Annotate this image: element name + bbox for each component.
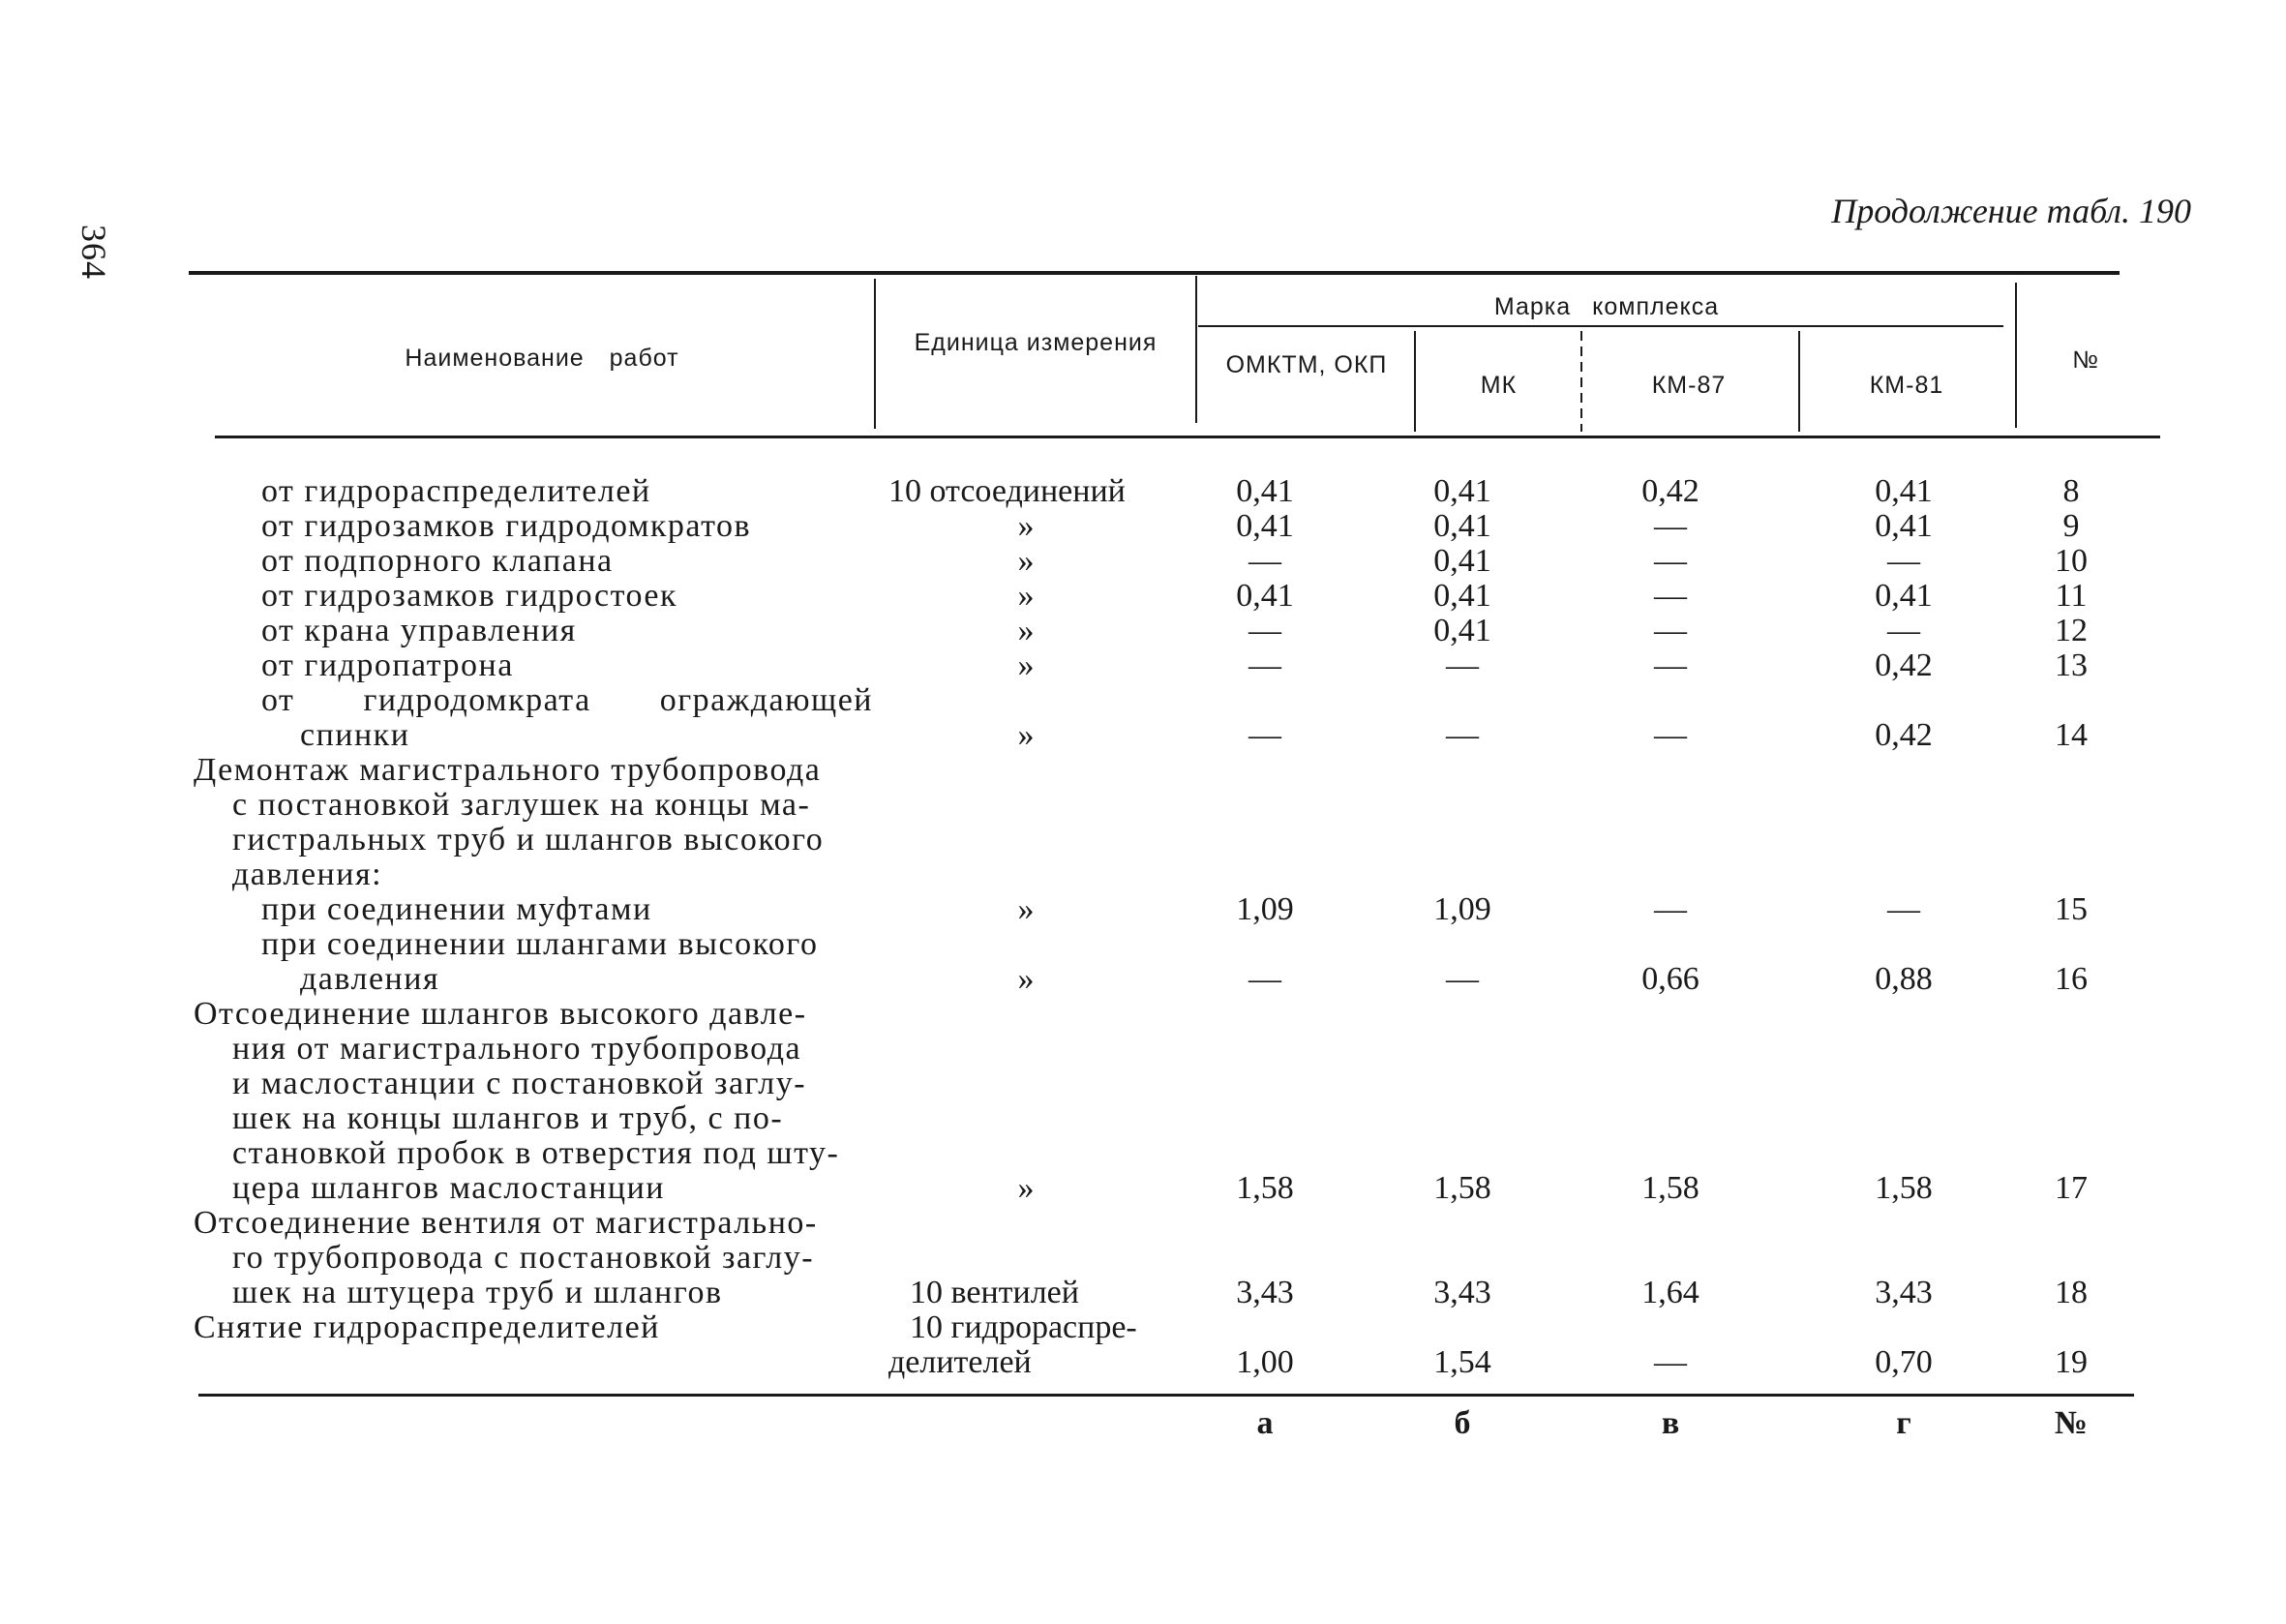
table-caption: Продолжение табл. 190 bbox=[1831, 192, 2191, 230]
row-value: — bbox=[1654, 613, 1687, 648]
row-name: при соединении муфтами bbox=[261, 891, 652, 927]
footer-label: в bbox=[1661, 1405, 1680, 1441]
row-value: 1,58 bbox=[1875, 1170, 1933, 1206]
row-number: 12 bbox=[2055, 613, 2088, 648]
row-number: 19 bbox=[2055, 1344, 2088, 1380]
row-value: 0,41 bbox=[1875, 508, 1933, 544]
footer-label: б bbox=[1454, 1405, 1471, 1441]
row-number: 16 bbox=[2055, 961, 2088, 997]
col-divider bbox=[2015, 283, 2017, 428]
row-value: 1,58 bbox=[1641, 1170, 1699, 1206]
row-value: — bbox=[1446, 717, 1479, 753]
row-value: — bbox=[1446, 647, 1479, 683]
row-value: 0,41 bbox=[1236, 578, 1294, 614]
row-number: 17 bbox=[2055, 1170, 2088, 1206]
row-value: 0,41 bbox=[1236, 473, 1294, 509]
col-divider bbox=[874, 279, 876, 429]
row-name: Отсоединение вентиля от магистрально- bbox=[194, 1205, 818, 1241]
row-value: 1,09 bbox=[1433, 891, 1491, 927]
row-value: 0,41 bbox=[1433, 508, 1491, 544]
row-name: от гидродомкрата ограждающей bbox=[261, 682, 873, 718]
row-name: от крана управления bbox=[261, 613, 577, 648]
row-value: — bbox=[1248, 613, 1281, 648]
row-name: от подпорного клапана bbox=[261, 543, 614, 579]
row-number: 9 bbox=[2062, 508, 2080, 544]
row-value: 1,09 bbox=[1236, 891, 1294, 927]
row-unit: » bbox=[1017, 508, 1035, 544]
row-value: 0,41 bbox=[1875, 578, 1933, 614]
row-value: — bbox=[1654, 717, 1687, 753]
row-unit: » bbox=[1017, 891, 1035, 927]
row-value: 1,58 bbox=[1433, 1170, 1491, 1206]
row-unit: » bbox=[1017, 578, 1035, 614]
row-name: го трубопровода с постановкой заглу- bbox=[232, 1240, 815, 1276]
header-brand-group: Марка комплекса bbox=[1394, 293, 1820, 320]
header-name: Наименование работ bbox=[405, 345, 679, 372]
row-value: — bbox=[1887, 613, 1920, 648]
row-value: — bbox=[1654, 1344, 1687, 1380]
row-value: 0,42 bbox=[1641, 473, 1699, 509]
col-divider bbox=[1414, 331, 1416, 432]
row-value: 1,54 bbox=[1433, 1344, 1491, 1380]
row-value: 0,41 bbox=[1433, 473, 1491, 509]
row-number: 18 bbox=[2055, 1275, 2088, 1310]
row-name: с постановкой заглушек на концы ма- bbox=[232, 787, 811, 823]
header-bottom-rule bbox=[215, 436, 2160, 438]
row-name: шек на штуцера труб и шлангов bbox=[232, 1275, 723, 1310]
row-value: 1,64 bbox=[1641, 1275, 1699, 1310]
row-unit: 10 отсоединений bbox=[888, 473, 1126, 509]
row-name: давления: bbox=[232, 857, 383, 892]
row-value: — bbox=[1248, 543, 1281, 579]
row-unit: » bbox=[1017, 961, 1035, 997]
row-unit: » bbox=[1017, 717, 1035, 753]
row-value: 0,42 bbox=[1875, 717, 1933, 753]
header-brand-km81: КМ-81 bbox=[1869, 372, 1944, 399]
row-name: Отсоединение шлангов высокого давле- bbox=[194, 996, 807, 1032]
footer-label: № bbox=[2054, 1405, 2089, 1441]
page-number: 364 bbox=[75, 225, 113, 280]
col-divider bbox=[1798, 331, 1800, 432]
row-value: 0,41 bbox=[1433, 543, 1491, 579]
row-name: Демонтаж магистрального трубопровода bbox=[194, 752, 822, 788]
row-value: — bbox=[1654, 578, 1687, 614]
row-value: 3,43 bbox=[1236, 1275, 1294, 1310]
row-value: — bbox=[1446, 961, 1479, 997]
footer-label: г bbox=[1896, 1405, 1911, 1441]
row-unit: 10 вентилей bbox=[910, 1275, 1079, 1310]
row-value: 0,41 bbox=[1433, 613, 1491, 648]
row-value: 0,88 bbox=[1875, 961, 1933, 997]
header-brand-omktm: ОМКТМ, ОКП bbox=[1225, 351, 1388, 378]
row-unit: 10 гидрораспре- bbox=[910, 1309, 1137, 1345]
row-name: Снятие гидрораспределителей bbox=[194, 1309, 660, 1345]
top-rule bbox=[189, 271, 2120, 275]
header-unit: Единица измерения bbox=[914, 329, 1158, 356]
row-value: 0,66 bbox=[1641, 961, 1699, 997]
row-name: цера шлангов маслостанции bbox=[232, 1170, 665, 1206]
footer-label: а bbox=[1256, 1405, 1274, 1441]
row-name: гистральных труб и шлангов высокого bbox=[232, 822, 825, 857]
row-number: 8 bbox=[2062, 473, 2080, 509]
row-value: — bbox=[1654, 891, 1687, 927]
row-value: 1,58 bbox=[1236, 1170, 1294, 1206]
row-value: 0,41 bbox=[1236, 508, 1294, 544]
row-unit: » bbox=[1017, 543, 1035, 579]
header-no: № bbox=[2072, 346, 2099, 374]
row-value: — bbox=[1654, 508, 1687, 544]
row-number: 10 bbox=[2055, 543, 2088, 579]
col-divider bbox=[1195, 276, 1197, 423]
row-name: ния от магистрального трубопровода bbox=[232, 1031, 802, 1067]
row-value: 1,00 bbox=[1236, 1344, 1294, 1380]
row-name: спинки bbox=[300, 717, 410, 753]
row-unit: » bbox=[1017, 613, 1035, 648]
row-value: — bbox=[1248, 717, 1281, 753]
brand-group-rule bbox=[1198, 325, 2003, 327]
row-value: — bbox=[1248, 647, 1281, 683]
row-value: 0,41 bbox=[1433, 578, 1491, 614]
row-value: — bbox=[1887, 891, 1920, 927]
row-name: и маслостанции с постановкой заглу- bbox=[232, 1066, 807, 1101]
row-value: 3,43 bbox=[1875, 1275, 1933, 1310]
table-bottom-rule bbox=[198, 1394, 2134, 1397]
row-name: становкой пробок в отверстия под шту- bbox=[232, 1135, 840, 1171]
row-name: при соединении шлангами высокого bbox=[261, 926, 819, 962]
row-name: от гидропатрона bbox=[261, 647, 514, 683]
row-number: 13 bbox=[2055, 647, 2088, 683]
row-name: от гидрозамков гидростоек bbox=[261, 578, 678, 614]
row-value: 3,43 bbox=[1433, 1275, 1491, 1310]
row-value: 0,42 bbox=[1875, 647, 1933, 683]
row-value: 0,70 bbox=[1875, 1344, 1933, 1380]
row-number: 14 bbox=[2055, 717, 2088, 753]
row-name: от гидрозамков гидродомкратов bbox=[261, 508, 752, 544]
row-value: — bbox=[1887, 543, 1920, 579]
row-value: — bbox=[1654, 543, 1687, 579]
header-brand-km87: КМ-87 bbox=[1651, 372, 1727, 399]
row-value: — bbox=[1248, 961, 1281, 997]
row-number: 15 bbox=[2055, 891, 2088, 927]
row-unit: » bbox=[1017, 1170, 1035, 1206]
row-name: от гидрораспределителей bbox=[261, 473, 651, 509]
header-brand-mk: МК bbox=[1480, 372, 1518, 399]
row-value: 0,41 bbox=[1875, 473, 1933, 509]
row-unit: » bbox=[1017, 647, 1035, 683]
row-value: — bbox=[1654, 647, 1687, 683]
row-unit: делителей bbox=[888, 1344, 1032, 1380]
row-name: давления bbox=[300, 961, 440, 997]
col-divider bbox=[1580, 331, 1582, 432]
row-number: 11 bbox=[2055, 578, 2088, 614]
row-name: шек на концы шлангов и труб, с по- bbox=[232, 1100, 784, 1136]
